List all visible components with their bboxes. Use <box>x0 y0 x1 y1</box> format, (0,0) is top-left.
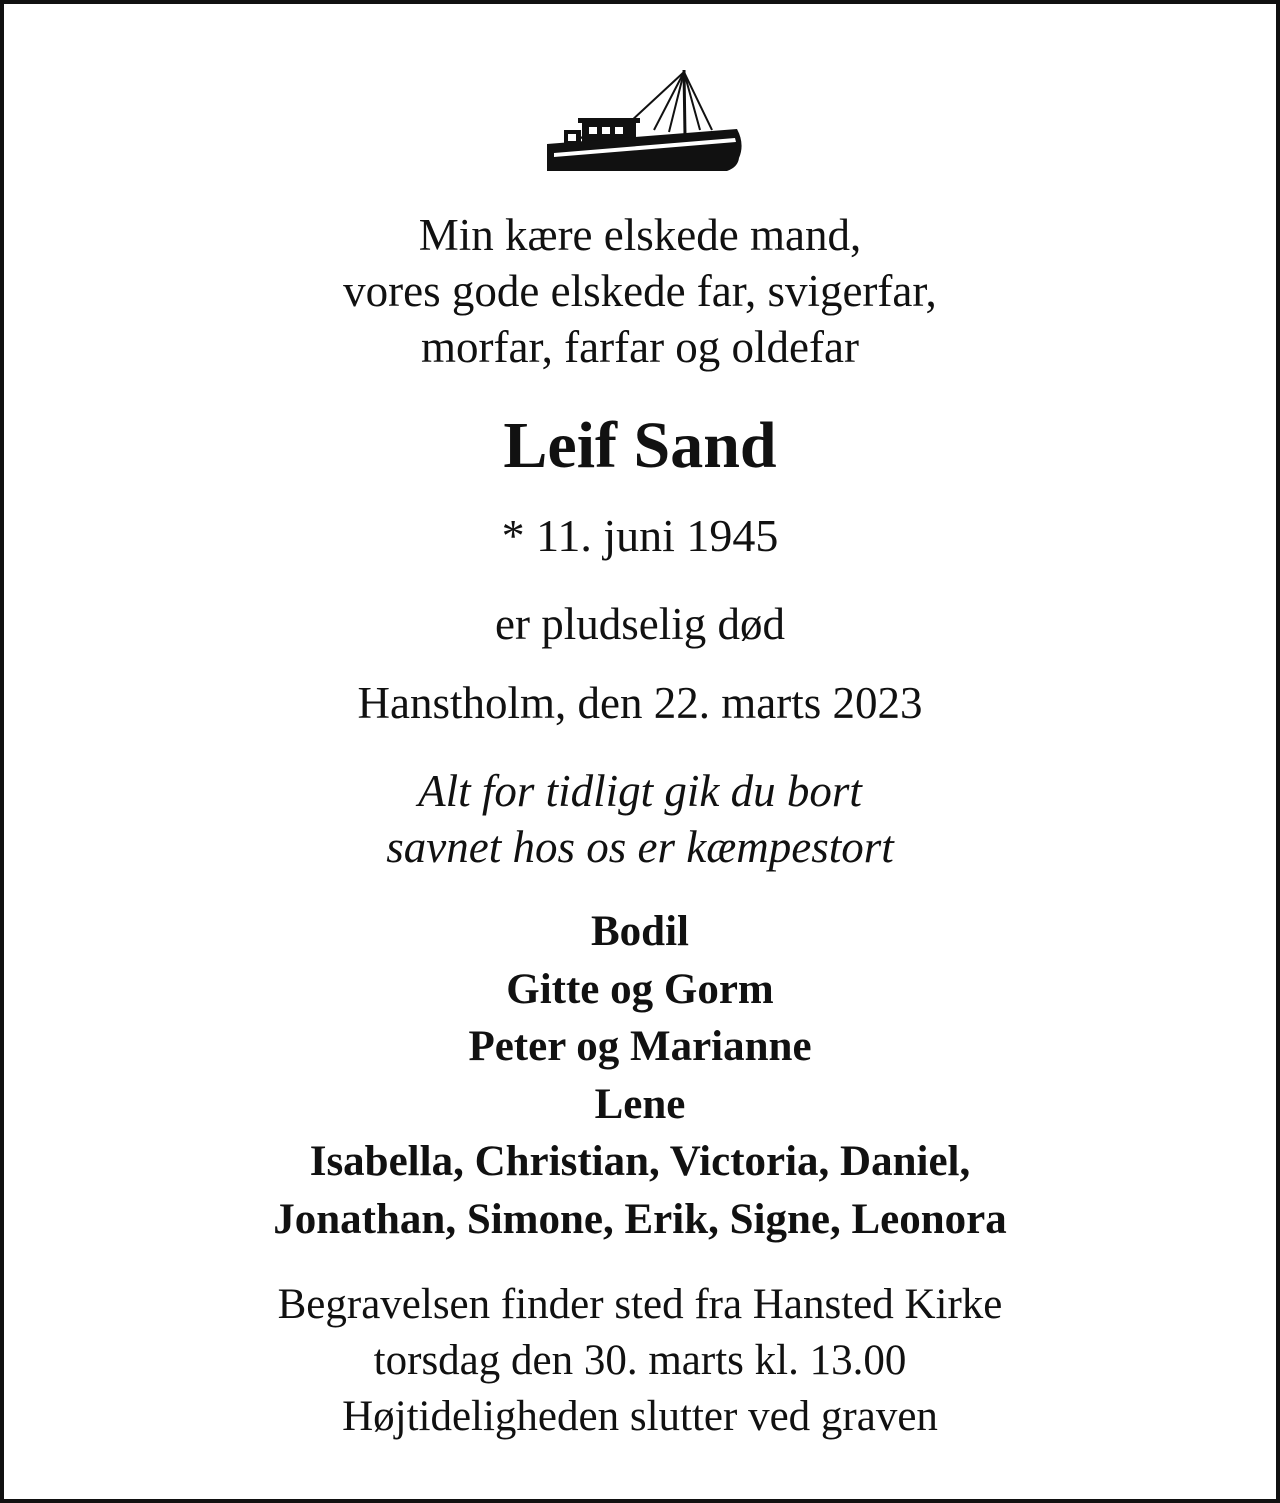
funeral-line: Højtideligheden slutter ved graven <box>342 1393 938 1440</box>
memorial-verse <box>4 763 1276 875</box>
funeral-details <box>4 1277 1276 1445</box>
intro-line: vores gode elskede far, svigerfar, <box>343 266 937 316</box>
family-line: Jonathan, Simone, Erik, Signe, Leonora <box>273 1195 1007 1243</box>
funeral-line: torsdag den 30. marts kl. 13.00 <box>373 1337 907 1384</box>
funeral-line: Begravelsen finder sted fra Hansted Kirke <box>277 1281 1003 1328</box>
intro-line: morfar, farfar og oldefar <box>421 322 859 372</box>
intro-line: Min kære elskede mand, <box>418 210 862 260</box>
family-line: Lene <box>594 1080 686 1128</box>
intro-text <box>4 207 1276 375</box>
verse-line: Alt for tidligt gik du bort <box>418 766 862 816</box>
family-line: Bodil <box>591 908 689 955</box>
fishing-boat-icon <box>542 64 747 176</box>
family-line: Isabella, Christian, Victoria, Daniel, <box>309 1138 971 1185</box>
deceased-name: Leif Sand <box>503 409 777 482</box>
death-statement: er pludselig død <box>495 599 785 649</box>
family-line: Gitte og Gorm <box>506 965 774 1013</box>
family-signatures <box>4 903 1276 1248</box>
place-and-date: Hanstholm, den 22. marts 2023 <box>357 678 923 728</box>
verse-line: savnet hos os er kæmpestort <box>386 822 894 872</box>
family-line: Peter og Marianne <box>468 1023 812 1070</box>
birth-date: * 11. juni 1945 <box>501 510 779 561</box>
